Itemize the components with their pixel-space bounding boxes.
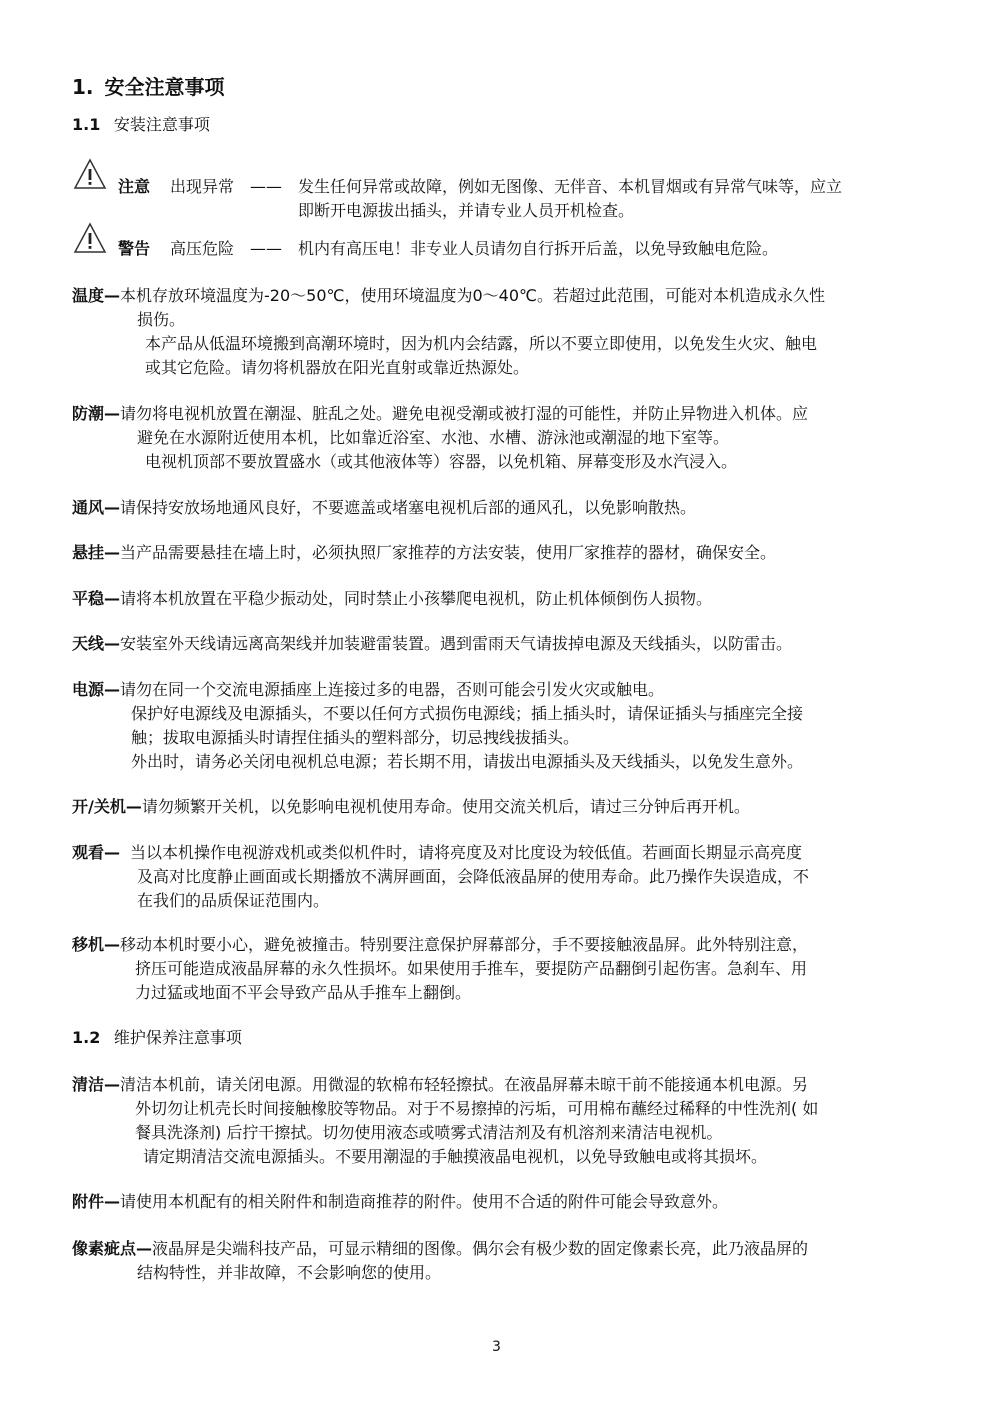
caution-subtitle: 出现异常 (170, 177, 235, 196)
temperature-head: 温度— (72, 286, 121, 305)
subsection-number: 1.2 (72, 1028, 101, 1047)
paragraph-line: 请将本机放置在平稳少振动处，同时禁止小孩攀爬电视机，防止机体倾倒伤人损物。 (120, 589, 713, 608)
paragraph-line: 本机存放环境温度为-20～50℃，使用环境温度为0～40℃。若超过此范围，可能对本机造成永久性 (120, 286, 825, 305)
warning-dash: —— (250, 239, 282, 258)
paragraph-line: 液晶屏是尖端科技产品，可显示精细的图像。偶尔会有极少数的固定像素长亮，此乃液晶屏的 (152, 1239, 809, 1258)
paragraph-line: 力过猛或地面不平会导致产品从手推车上翻倒。 (135, 983, 472, 1002)
onoff-paragraph (72, 795, 750, 819)
warning-text-line: 机内有高压电！非专业人员请勿自行拆开后盖，以免导致触电危险。 (298, 239, 779, 258)
paragraph-line: 及高对比度静止画面或长期播放不满屏画面，会降低液晶屏的使用寿命。此乃操作失误造成，不 (137, 867, 810, 886)
accessories-head: 附件— (72, 1192, 121, 1211)
caution-triangle-icon (73, 158, 107, 190)
paragraph-line: 外切勿让机壳长时间接触橡胶等物品。对于不易擦掉的污垢，可用棉布蘸经过稀释的中性洗剂( 如 (135, 1099, 819, 1118)
onoff-head: 开/关机— (72, 797, 142, 816)
section-number: 1. (72, 75, 94, 99)
cleaning-paragraph (72, 1073, 808, 1097)
pixel-paragraph (72, 1237, 808, 1261)
section-title: 安全注意事项 (104, 75, 225, 99)
paragraph-line: 清洁本机前，请关闭电源。用微湿的软棉布轻轻擦拭。在液晶屏幕未晾干前不能接通本机电源。另 (120, 1075, 809, 1094)
warning-label: 警告 (118, 239, 151, 258)
caution-text-line: 即断开电源拔出插头，并请专业人员开机检查。 (298, 201, 635, 220)
section-heading (72, 74, 224, 100)
warning-subtitle: 高压危险 (170, 239, 235, 258)
subsection-title: 安装注意事项 (113, 115, 210, 134)
caution-dash: —— (250, 177, 282, 196)
paragraph-line: 结构特性，并非故障，不会影响您的使用。 (137, 1263, 442, 1282)
cleaning-head: 清洁— (72, 1075, 121, 1094)
paragraph-line: 保护好电源线及电源插头，不要以任何方式损伤电源线；插上插头时，请保证插头与插座完全接 (131, 704, 804, 723)
subsection-heading (72, 113, 210, 137)
paragraph-line: 电视机顶部不要放置盛水（或其他液体等）容器，以免机箱、屏幕变形及水汽浸入。 (145, 452, 738, 471)
paragraph-line: 请勿在同一个交流电源插座上连接过多的电器，否则可能会引发火灾或触电。 (120, 680, 665, 699)
power-head: 电源— (72, 680, 121, 699)
viewing-head: 观看— (72, 843, 121, 862)
moving-paragraph (72, 933, 808, 957)
caution-label: 注意 (118, 177, 151, 196)
paragraph-line: 当产品需要悬挂在墙上时，必须执照厂家推荐的方法安装，使用厂家推荐的器材，确保安全。 (120, 543, 777, 562)
subsection-title: 维护保养注意事项 (113, 1028, 242, 1047)
paragraph-line: 避免在水源附近使用本机，比如靠近浴室、水池、水槽、游泳池或潮湿的地下室等。 (137, 428, 730, 447)
ventilation-head: 通风— (72, 498, 121, 517)
paragraph-line: 请勿将电视机放置在潮湿、脏乱之处。避免电视受潮或被打湿的可能性，并防止异物进入机体。应 (120, 404, 809, 423)
page-number: 3 (492, 1339, 501, 1355)
caution-text-line: 发生任何异常或故障，例如无图像、无伴音、本机冒烟或有异常气味等，应立 (298, 177, 843, 196)
paragraph-line: 请保持安放场地通风良好，不要遮盖或堵塞电视机后部的通风孔，以免影响散热。 (120, 498, 697, 517)
paragraph-line: 外出时，请务必关闭电视机总电源；若长期不用，请拔出电源插头及天线插头，以免发生意外。 (131, 752, 804, 771)
stability-paragraph (72, 587, 712, 611)
paragraph-line: 在我们的品质保证范围内。 (137, 891, 330, 910)
paragraph-line: 触；拔取电源插头时请捏住插头的塑料部分，切忌拽线拔插头。 (131, 728, 580, 747)
accessories-paragraph (72, 1190, 728, 1214)
paragraph-line: 或其它危险。请勿将机器放在阳光直射或靠近热源处。 (145, 358, 530, 377)
antenna-head: 天线— (72, 634, 121, 653)
ventilation-paragraph (72, 496, 696, 520)
paragraph-line: 挤压可能造成液晶屏幕的永久性损坏。如果使用手推车，要提防产品翻倒引起伤害。急刹车、用 (135, 959, 808, 978)
moving-head: 移机— (72, 935, 121, 954)
paragraph-line: 当以本机操作电视游戏机或类似机件时，请将亮度及对比度设为较低值。若画面长期显示高亮度 (130, 843, 803, 862)
subsection-heading (72, 1026, 242, 1050)
moisture-head: 防潮— (72, 404, 121, 423)
paragraph-line: 请勿频繁开关机，以免影响电视机使用寿命。使用交流关机后，请过三分钟后再开机。 (141, 797, 750, 816)
paragraph-line: 安装室外天线请远离高架线并加装避雷装置。遇到雷雨天气请拔掉电源及天线插头，以防雷击。 (120, 634, 793, 653)
temperature-paragraph (72, 284, 825, 308)
paragraph-line: 本产品从低温环境搬到高潮环境时，因为机内会结露，所以不要立即使用，以免发生火灾、触电 (145, 334, 818, 353)
paragraph-line: 损伤。 (137, 310, 186, 329)
warning-triangle-icon (73, 222, 107, 254)
paragraph-line: 请定期清洁交流电源插头。不要用潮湿的手触摸液晶电视机，以免导致触电或将其损坏。 (143, 1147, 768, 1166)
power-paragraph (72, 678, 664, 702)
hanging-head: 悬挂— (72, 543, 121, 562)
antenna-paragraph (72, 632, 792, 656)
paragraph-line: 餐具洗涤剂) 后拧干擦拭。切勿使用液态或喷雾式清洁剂及有机溶剂来清洁电视机。 (135, 1123, 723, 1142)
paragraph-line: 移动本机时要小心，避免被撞击。特别要注意保护屏幕部分，手不要接触液晶屏。此外特别注意， (120, 935, 809, 954)
stability-head: 平稳— (72, 589, 121, 608)
paragraph-line: 请使用本机配有的相关附件和制造商推荐的附件。使用不合适的附件可能会导致意外。 (120, 1192, 729, 1211)
viewing-paragraph (72, 841, 802, 865)
pixel-head: 像素疵点— (72, 1239, 153, 1258)
moisture-paragraph (72, 402, 808, 426)
subsection-number: 1.1 (72, 115, 101, 134)
hanging-paragraph (72, 541, 776, 565)
